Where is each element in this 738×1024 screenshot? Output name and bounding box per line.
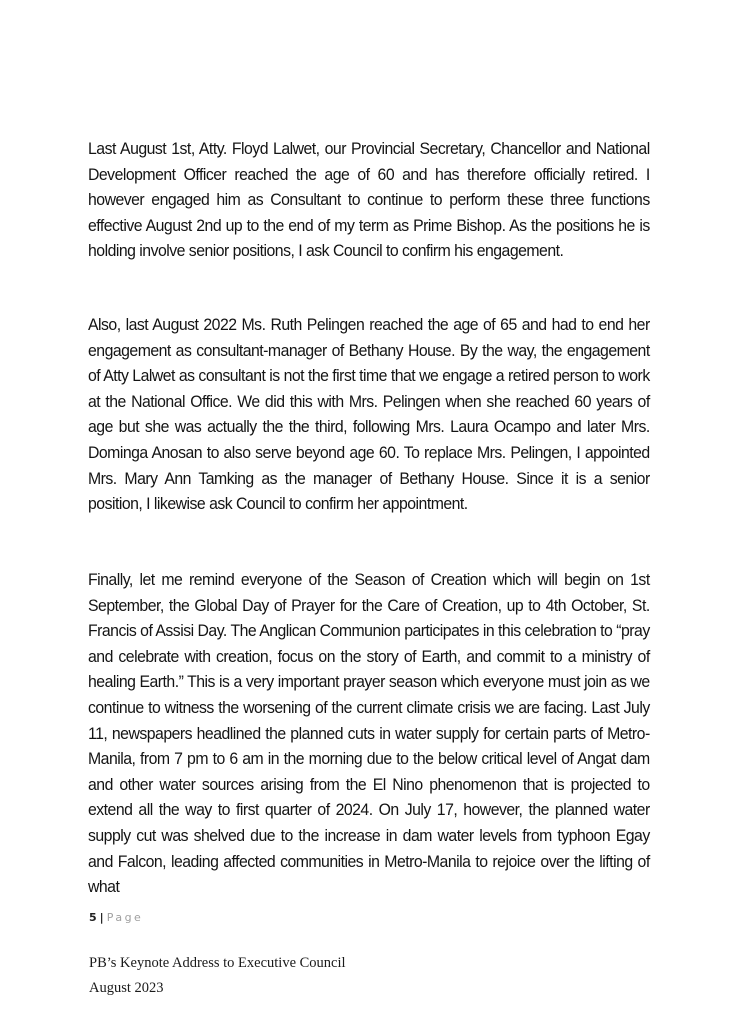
footer [89,951,346,1001]
page-number-separator: | [99,911,104,924]
paragraph-text: Also, last August 2022 Ms. Ruth Pelingen reached the age of 65 and had to end her engagement as consultant-manager of Bethany House. By the way, the engagement of Atty Lalwet as consultant is not the first time that we engage a retired person to work at the National Office. We did this with Mrs. Pelingen when she reached 60 years of age but she was actually the the third, following Mrs. Laura Ocampo and later Mrs. Dominga Anosan to also serve beyond age 60. To replace Mrs. Pelingen, I appointed Mrs. Mary Ann Tamking as the manager of Bethany House. Since it is a senior position, I likewise ask Council to confirm her appointment. [88,315,650,514]
page-number-label: Page [106,911,144,924]
page-number [89,911,143,924]
page-number-value: 5 [89,911,97,924]
footer-date: August 2023 [89,980,164,996]
paragraph-consultant-engagement [88,136,650,264]
paragraph-bethany-house [88,312,650,517]
paragraph-text: Last August 1st, Atty. Floyd Lalwet, our Provincial Secretary, Chancellor and National Development Officer reached the age of 60 and has therefore officially retired. I however engaged him as Consultant to continue to perform these three functions effective August 2nd up to the end of my term as Prime Bishop. As the positions he is holding involve senior positions, I ask Council to confirm his engagement. [88,139,650,261]
paragraph-text: Finally, let me remind everyone of the Season of Creation which will begin on 1st September, the Global Day of Prayer for the Care of Creation, up to 4th October, St. Francis of Assisi Day. The Anglican Communion participates in this celebration to “pray and celebrate with creation, focus on the story of Earth, and commit to a ministry of healing Earth.” This is a very important prayer season which everyone must join as we continue to witness the worsening of the current climate crisis we are facing. Last July 11, newspapers headlined the planned cuts in water supply for certain parts of Metro-Manila, from 7 pm to 6 am in the morning due to the below critical level of Angat dam and other water sources arising from the El Nino phenomenon that is projected to extend all the way to first quarter of 2024. On July 17, however, the planned water supply cut was shelved due to the increase in dam water levels from typhoon Egay and Falcon, leading affected communities in Metro-Manila to rejoice over the lifting of what [88,570,650,897]
footer-title: PB’s Keynote Address to Executive Council [89,955,346,971]
paragraph-season-of-creation [88,567,650,900]
